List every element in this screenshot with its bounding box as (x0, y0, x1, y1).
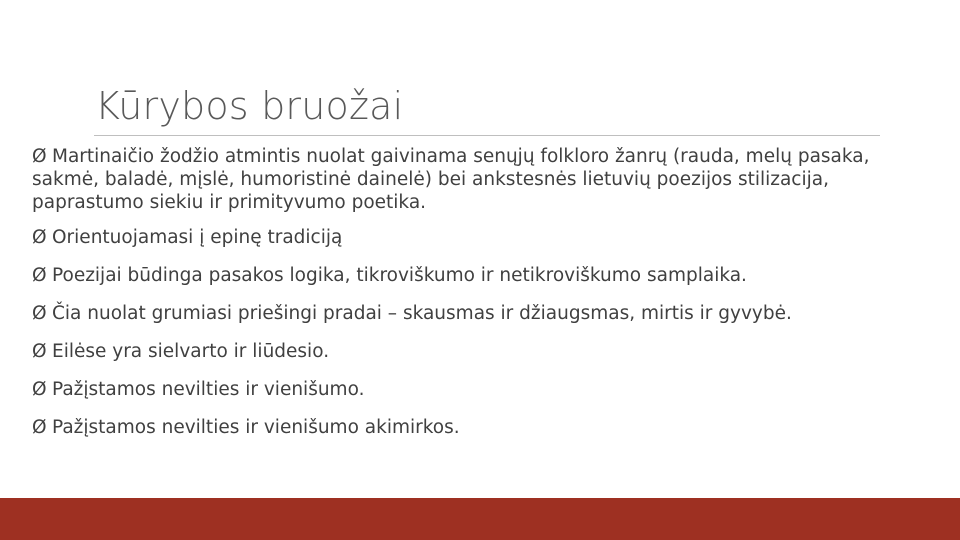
bullet-text: Martinaičio žodžio atmintis nuolat gaivinama senųjų folkloro žanrų (rauda, melų pasaka, sakmė, baladė, mįslė, humoristinė dainelė) bei ankstesnės lietuvių poezijos stilizacija, paprastumo siekiu ir primityvumo poetika. (32, 146, 870, 213)
bullet-text: Orientuojamasi į epinę tradiciją (52, 227, 343, 248)
arrow-bullet-icon: Ø (32, 417, 47, 438)
bullet-item (32, 416, 912, 439)
bullet-text: Pažįstamos nevilties ir vienišumo akimirkos. (52, 417, 460, 438)
arrow-bullet-icon: Ø (32, 227, 47, 248)
bullet-text: Pažįstamos nevilties ir vienišumo. (52, 379, 365, 400)
bullet-item (32, 226, 912, 249)
arrow-bullet-icon: Ø (32, 303, 47, 324)
slide-title: Kūrybos bruožai (95, 84, 404, 128)
title-divider (94, 135, 880, 136)
arrow-bullet-icon: Ø (32, 341, 47, 362)
arrow-bullet-icon: Ø (32, 265, 47, 286)
bullet-text: Poezijai būdinga pasakos logika, tikroviškumo ir netikroviškumo samplaika. (52, 265, 747, 286)
bullet-item (32, 302, 912, 325)
arrow-bullet-icon: Ø (32, 379, 47, 400)
bullet-item (32, 264, 912, 287)
arrow-bullet-icon: Ø (32, 146, 47, 167)
footer-accent-bar (0, 498, 960, 540)
bullet-item (32, 340, 912, 363)
bullet-item (32, 378, 912, 401)
bullet-list (32, 145, 912, 454)
bullet-text: Čia nuolat grumiasi priešingi pradai – skausmas ir džiaugsmas, mirtis ir gyvybė. (52, 303, 792, 324)
bullet-text: Eilėse yra sielvarto ir liūdesio. (52, 341, 330, 362)
bullet-item (32, 145, 912, 214)
